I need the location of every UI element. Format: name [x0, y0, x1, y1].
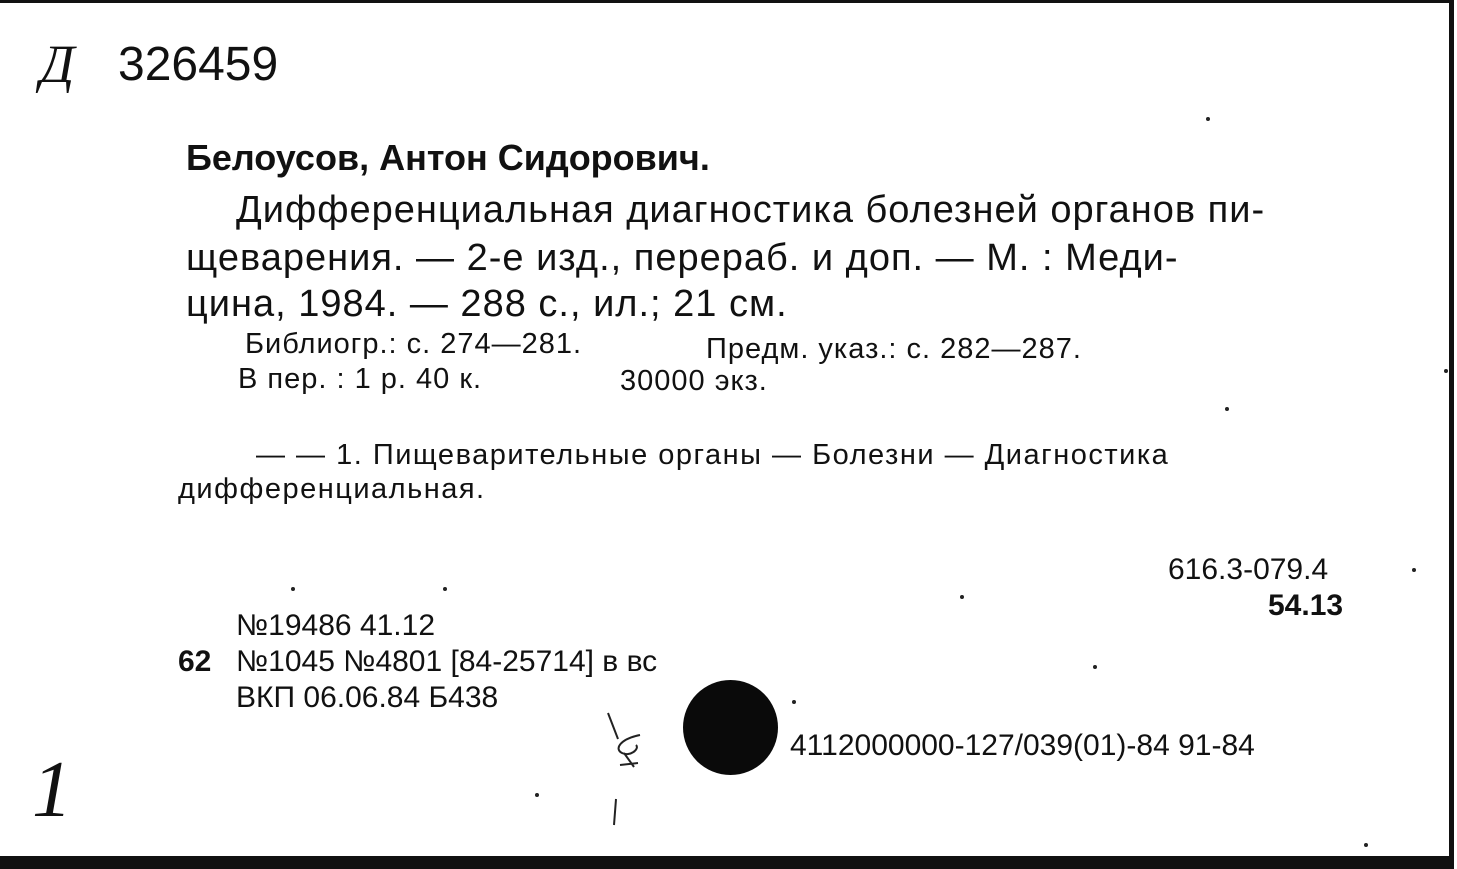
speck [1206, 117, 1210, 121]
speck [960, 595, 964, 599]
ink-stamp [683, 680, 778, 775]
speck [1364, 843, 1368, 847]
registry-line-1: №19486 41.12 [236, 609, 436, 642]
registry-line-3: ВКП 06.06.84 Б438 [236, 681, 499, 714]
catalog-code: 4112000000-127/039(01)-84 91-84 [790, 729, 1255, 762]
title-line-3: цина, 1984. — 288 с., ил.; 21 см. [186, 283, 788, 325]
index-note: Предм. указ.: с. 282—287. [706, 333, 1082, 365]
speck [291, 587, 295, 591]
speck [1412, 568, 1416, 572]
registry-prefix: 62 [178, 645, 212, 678]
handwritten-number: 1 [32, 746, 72, 834]
speck [1225, 407, 1229, 411]
bbk-code: 54.13 [1268, 589, 1344, 622]
title-line-1: Дифференциальная диагностика болезней органов пи- [236, 189, 1266, 231]
handwritten-mark-icon [600, 709, 650, 829]
shelf-mark-letter: Д [40, 34, 75, 94]
speck [535, 793, 539, 797]
speck [443, 587, 447, 591]
copies-note: 30000 экз. [620, 365, 768, 397]
subject-line-1: — — 1. Пищеварительные органы — Болезни — Диагностика [256, 439, 1170, 471]
subject-line-2: дифференциальная. [178, 473, 486, 505]
speck [792, 700, 796, 704]
bibliography-note: Библиогр.: с. 274—281. [245, 328, 583, 360]
registry-line-2: №1045 №4801 [84-25714] в вс [236, 645, 658, 678]
udc-code: 616.3-079.4 [1168, 553, 1329, 586]
speck [1444, 369, 1448, 373]
price-note: В пер. : 1 р. 40 к. [238, 363, 483, 395]
shelf-number: 326459 [118, 38, 279, 91]
author-heading: Белоусов, Антон Сидорович. [186, 137, 710, 178]
speck [1093, 665, 1097, 669]
title-line-2: щеварения. — 2-е изд., перераб. и доп. — М. : Меди- [186, 237, 1179, 279]
